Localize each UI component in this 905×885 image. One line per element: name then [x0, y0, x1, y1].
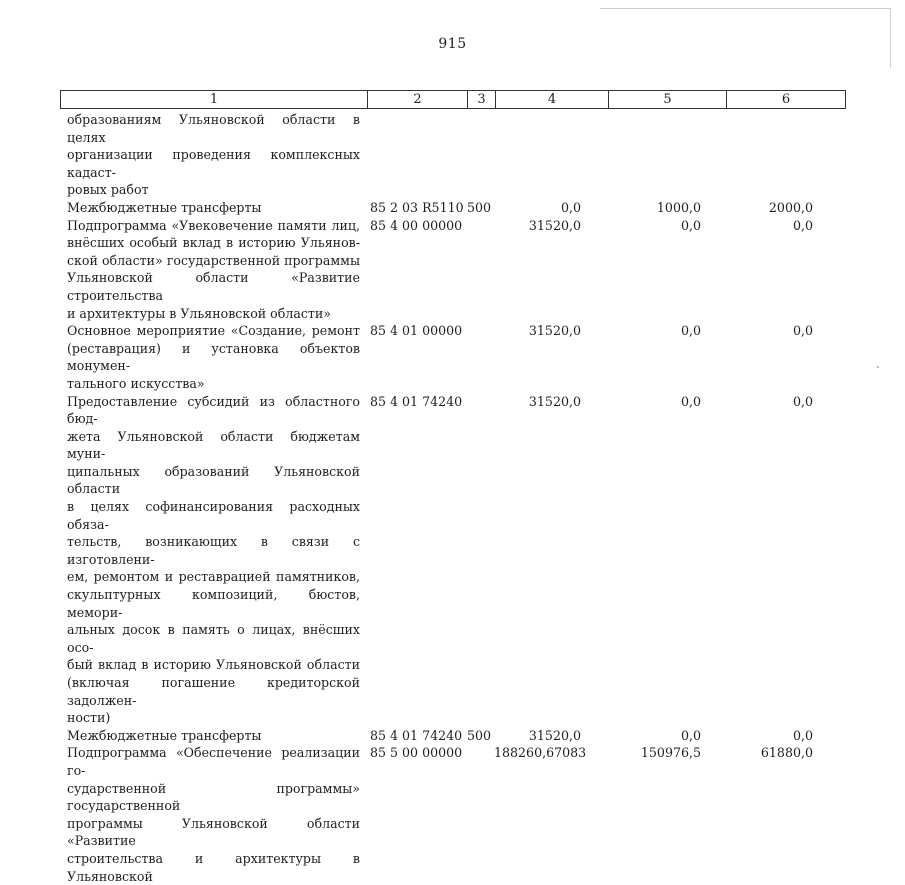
- column-header-row: [61, 91, 846, 109]
- row-code: 85 4 00 00000: [370, 217, 463, 233]
- row-value-col4: 31520,0: [528, 217, 581, 233]
- description-line: ципальных образований Ульяновской области: [67, 463, 360, 497]
- description-line: Подпрограмма «Обеспечение реализации го-: [67, 745, 360, 778]
- description-line: Подпрограмма «Увековечение памяти лиц,: [67, 217, 360, 233]
- row-value-col5: 0,0: [680, 323, 701, 339]
- column-header-3: 3: [468, 91, 496, 109]
- row-expense-type: 500: [466, 727, 491, 743]
- description-line: Межбюджетные трансферты: [67, 199, 262, 215]
- row-description: [60, 744, 360, 885]
- budget-table-body: [60, 111, 850, 885]
- description-line: альных досок в память о лицах, внёсших осо-: [67, 622, 360, 655]
- row-value-col5: 0,0: [680, 393, 701, 409]
- description-line: внёсших особый вклад в историю Ульянов-: [67, 235, 360, 251]
- description-line: и архитектуры в Ульяновской области»: [67, 305, 331, 321]
- row-code: 85 4 01 74240: [370, 727, 463, 743]
- row-value-col6: 61880,0: [760, 745, 813, 761]
- description-line: программы Ульяновской области «Развитие: [67, 815, 360, 849]
- table-row: [60, 217, 850, 323]
- row-value-col6: 0,0: [792, 727, 813, 743]
- table-row: [60, 111, 850, 199]
- description-line: организации проведения комплексных кадаст-: [67, 147, 360, 180]
- row-code: 85 2 03 R5110: [370, 199, 464, 215]
- row-value-col5: 1000,0: [656, 199, 701, 215]
- description-line: строительства и архитектуры в Ульяновской: [67, 850, 360, 884]
- description-line: ровых работ: [67, 182, 149, 198]
- row-value-col4: 31520,0: [528, 323, 581, 339]
- description-line: Основное мероприятие «Создание, ремонт: [67, 323, 360, 339]
- row-value-col6: 2000,0: [768, 199, 813, 215]
- column-header-2: 2: [368, 91, 468, 109]
- row-value-col6: 0,0: [792, 323, 813, 339]
- row-value-col6: 0,0: [792, 393, 813, 409]
- column-header-1: 1: [61, 91, 368, 109]
- description-line: ем, ремонтом и реставрацией памятников,: [67, 569, 360, 585]
- row-code: 85 4 01 74240: [370, 393, 463, 409]
- description-line: образованиям Ульяновской области в целях: [67, 112, 360, 145]
- table-row: [60, 199, 850, 217]
- row-value-col5: 0,0: [680, 727, 701, 743]
- description-line: тельств, возникающих в связи с изготовлени-: [67, 534, 360, 567]
- page-number: 915: [438, 36, 467, 52]
- table-row: [60, 727, 850, 745]
- description-line: жета Ульяновской области бюджетам муни-: [67, 428, 360, 462]
- row-description: [60, 322, 360, 392]
- row-value-col4: 0,0: [560, 199, 581, 215]
- row-code: 85 4 01 00000: [370, 323, 463, 339]
- row-value-col5: 150976,5: [640, 745, 701, 761]
- row-value-col4: 188260,67083: [494, 745, 587, 761]
- description-line: (включая погашение кредиторской задолжен-: [67, 675, 360, 708]
- table-row: [60, 393, 850, 727]
- row-value-col5: 0,0: [680, 217, 701, 233]
- table-row: [60, 322, 850, 392]
- row-description: [60, 199, 360, 217]
- description-line: сударственной программы» государственной: [67, 780, 360, 814]
- description-line: Ульяновской области «Развитие строительства: [67, 270, 360, 303]
- table-row: [60, 744, 850, 885]
- scan-speck: [877, 366, 879, 368]
- description-line: Предоставление субсидий из областного бюд-: [67, 393, 360, 427]
- row-description: [60, 727, 360, 745]
- column-header-5: 5: [609, 91, 727, 109]
- row-expense-type: 500: [466, 199, 491, 215]
- row-description: [60, 217, 360, 323]
- column-header-4: 4: [496, 91, 609, 109]
- description-line: тального искусства»: [67, 375, 205, 391]
- description-line: в целях софинансирования расходных обяза-: [67, 499, 360, 532]
- row-description: [60, 111, 360, 199]
- row-value-col6: 0,0: [792, 217, 813, 233]
- row-code: 85 5 00 00000: [370, 745, 463, 761]
- description-line: ности): [67, 710, 111, 726]
- column-header-6: 6: [727, 91, 846, 109]
- description-line: Межбюджетные трансферты: [67, 727, 262, 743]
- description-line: скульптурных композиций, бюстов, мемори-: [67, 587, 360, 620]
- description-line: (реставрация) и установка объектов монумен-: [67, 340, 360, 374]
- row-value-col4: 31520,0: [528, 393, 581, 409]
- description-line: бый вклад в историю Ульяновской области: [67, 657, 360, 673]
- scan-edge-line: [600, 8, 890, 9]
- description-line: ской области» государственной программы: [67, 252, 360, 268]
- column-header-table: [60, 90, 846, 109]
- row-description: [60, 393, 360, 727]
- row-value-col4: 31520,0: [528, 727, 581, 743]
